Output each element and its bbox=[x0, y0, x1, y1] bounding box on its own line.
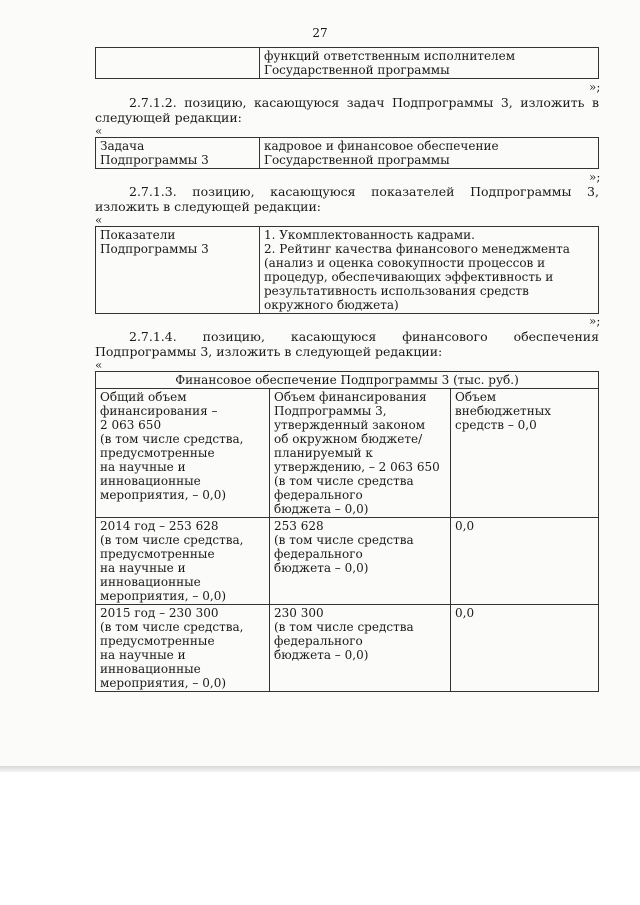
quote-open: « bbox=[95, 124, 103, 138]
table-indicators bbox=[95, 226, 599, 314]
indicator-item: 2. Рейтинг качества финансового менеджмента (анализ и оценка совокупности процессов и процедур, обеспечивающих эффективность и результативность использования средств окружного бюджета) bbox=[264, 242, 570, 312]
table-continuation bbox=[95, 47, 599, 79]
table-cell: 2014 год – 253 628 (в том числе средства, предусмотренные на научные и инновационные мероприятия, – 0,0) bbox=[96, 518, 270, 605]
table-cell bbox=[96, 48, 260, 79]
table-cell: Общий объем финансирования – 2 063 650 (в том числе средства, предусмотренные на научные и инновационные мероприятия, – 0,0) bbox=[96, 389, 270, 518]
table-row bbox=[96, 518, 599, 605]
scan-edge bbox=[0, 766, 640, 772]
quote-close: »; bbox=[589, 314, 601, 328]
table-row bbox=[96, 605, 599, 692]
table-cell: Объем финансирования Подпрограммы 3, утвержденный законом об окружном бюджете/ планируемый к утверждению, – 2 063 650 (в том числе средства федерального бюджета – 0,0) bbox=[270, 389, 451, 518]
table-header: Финансовое обеспечение Подпрограммы 3 (тыс. руб.) bbox=[96, 372, 599, 389]
paragraph-text: 2.7.1.2. позицию, касающуюся задач Подпрограммы 3, изложить в следующей редакции: bbox=[95, 95, 599, 125]
table-cell: Объем внебюджетных средств – 0,0 bbox=[451, 389, 599, 518]
table-cell: 253 628 (в том числе средства федерального бюджета – 0,0) bbox=[270, 518, 451, 605]
table-cell: 0,0 bbox=[451, 518, 599, 605]
table-cell: кадровое и финансовое обеспечение Государственной программы bbox=[260, 138, 599, 169]
table-cell: функций ответственным исполнителем Государственной программы bbox=[260, 48, 599, 79]
paragraph-2714 bbox=[95, 329, 599, 359]
quote-close: »; bbox=[589, 80, 601, 94]
indicator-item: 1. Укомплектованность кадрами. bbox=[264, 228, 475, 242]
page-number: 27 bbox=[312, 26, 328, 40]
paragraph-text: 2.7.1.3. позицию, касающуюся показателей Подпрограммы 3, изложить в следующей редакции: bbox=[95, 184, 599, 214]
table-cell bbox=[260, 227, 599, 314]
table-financing bbox=[95, 371, 599, 692]
quote-open: « bbox=[95, 358, 103, 372]
table-cell: Задача Подпрограммы 3 bbox=[96, 138, 260, 169]
paragraph-2713 bbox=[95, 184, 599, 214]
table-cell: 2015 год – 230 300 (в том числе средства, предусмотренные на научные и инновационные мероприятия, – 0,0) bbox=[96, 605, 270, 692]
quote-open: « bbox=[95, 213, 103, 227]
table-cell: 0,0 bbox=[451, 605, 599, 692]
table-cell: Показатели Подпрограммы 3 bbox=[96, 227, 260, 314]
quote-close: »; bbox=[589, 170, 601, 184]
table-cell: 230 300 (в том числе средства федерального бюджета – 0,0) bbox=[270, 605, 451, 692]
table-row bbox=[96, 389, 599, 518]
table-tasks bbox=[95, 137, 599, 169]
paragraph-2712 bbox=[95, 95, 599, 125]
paragraph-text: 2.7.1.4. позицию, касающуюся финансового обеспечения Подпрограммы 3, изложить в следующей редакции: bbox=[95, 329, 599, 359]
